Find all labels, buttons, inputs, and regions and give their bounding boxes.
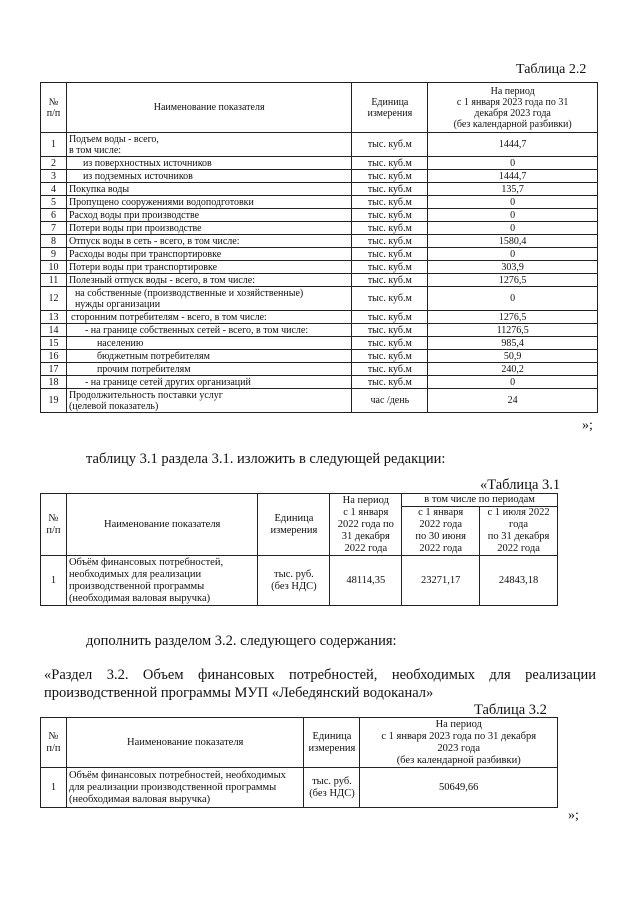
col-name-header: Наименование показателя (66, 83, 351, 133)
table-2-2-end-mark: »; (582, 418, 593, 433)
row-number: 6 (41, 209, 67, 222)
row-unit: тыс. куб.м (352, 209, 428, 222)
table-2-2-caption: Таблица 2.2 (516, 62, 587, 77)
row-unit: тыс. куб.м (352, 287, 428, 311)
table-row (41, 196, 598, 209)
row-value: 24 (428, 389, 598, 413)
row-period1-value: 23271,17 (402, 556, 480, 606)
col-unit-header: Единица измерения (352, 83, 428, 133)
row-value: 1444,7 (428, 170, 598, 183)
section-3-2-heading: «Раздел 3.2. Объем финансовых потребностей, необходимых для реализации производственной программы МУП «Лебедянский водоканал» (44, 667, 596, 701)
row-name: Расход воды при производстве (66, 209, 351, 222)
table-3-1 (40, 493, 558, 606)
row-unit: тыс. куб.м (352, 274, 428, 287)
row-name: - на границе собственных сетей - всего, в том числе: (66, 324, 351, 337)
row-number: 8 (41, 235, 67, 248)
row-value: 11276,5 (428, 324, 598, 337)
row-unit: тыс. куб.м (352, 170, 428, 183)
row-unit: тыс. куб.м (352, 350, 428, 363)
row-value: 0 (428, 376, 598, 389)
row-name: - на границе сетей других организаций (66, 376, 351, 389)
paragraph-section-3-2-intro: дополнить разделом 3.2. следующего содержания: (86, 633, 397, 649)
row-name: Полезный отпуск воды - всего, в том числе: (66, 274, 351, 287)
table-row (41, 133, 598, 157)
row-number: 10 (41, 261, 67, 274)
row-unit: тыс. руб. (без НДС) (304, 768, 360, 808)
row-value: 50,9 (428, 350, 598, 363)
row-value: 985,4 (428, 337, 598, 350)
row-unit: тыс. куб.м (352, 183, 428, 196)
row-number: 11 (41, 274, 67, 287)
row-number: 14 (41, 324, 67, 337)
row-name: Подъем воды - всего, в том числе: (66, 133, 351, 157)
row-name: из подземных источников (66, 170, 351, 183)
row-value: 50649,66 (360, 768, 558, 808)
row-unit: тыс. куб.м (352, 248, 428, 261)
row-name: сторонним потребителям - всего, в том числе: (66, 311, 351, 324)
row-unit: тыс. руб. (без НДС) (258, 556, 330, 606)
table-row (41, 235, 598, 248)
table-row (41, 222, 598, 235)
col-unit-header: Единица измерения (258, 494, 330, 556)
table-row (41, 363, 598, 376)
row-value: 0 (428, 196, 598, 209)
row-name: на собственные (производственные и хозяйственные) нужды организации (66, 287, 351, 311)
row-unit: тыс. куб.м (352, 363, 428, 376)
row-value: 0 (428, 209, 598, 222)
row-name: бюджетным потребителям (66, 350, 351, 363)
row-number: 2 (41, 157, 67, 170)
row-total: 48114,35 (330, 556, 402, 606)
row-number: 1 (41, 133, 67, 157)
col-name-header: Наименование показателя (66, 494, 258, 556)
row-value: 0 (428, 287, 598, 311)
col-period-header: На период с 1 января 2023 года по 31 декабря 2023 года (без календарной разбивки) (360, 718, 558, 768)
table-row (41, 170, 598, 183)
row-value: 240,2 (428, 363, 598, 376)
row-name: Объём финансовых потребностей, необходимых для реализации производственной программы (необходимая валовая выручка) (66, 768, 304, 808)
col-num-header: № п/п (41, 718, 67, 768)
row-number: 4 (41, 183, 67, 196)
col-period-header: На период с 1 января 2023 года по 31 декабря 2023 года (без календарной разбивки) (428, 83, 598, 133)
col-group-header: в том числе по периодам (402, 494, 558, 507)
row-number: 15 (41, 337, 67, 350)
row-unit: тыс. куб.м (352, 133, 428, 157)
row-name: Потери воды при транспортировке (66, 261, 351, 274)
row-name: из поверхностных источников (66, 157, 351, 170)
row-name: Покупка воды (66, 183, 351, 196)
row-number: 1 (41, 556, 67, 606)
row-number: 13 (41, 311, 67, 324)
row-value: 1276,5 (428, 311, 598, 324)
row-value: 135,7 (428, 183, 598, 196)
col-period-header: На период с 1 января 2022 года по 31 декабря 2022 года (330, 494, 402, 556)
col-period2-header: с 1 июля 2022 года по 31 декабря 2022 года (480, 507, 558, 556)
table-3-1-caption: «Таблица 3.1 (480, 477, 561, 493)
row-name: Отпуск воды в сеть - всего, в том числе: (66, 235, 351, 248)
table-row (41, 350, 598, 363)
table-2-2 (40, 82, 598, 413)
row-value: 1276,5 (428, 274, 598, 287)
row-unit: час /день (352, 389, 428, 413)
row-number: 3 (41, 170, 67, 183)
col-period1-header: с 1 января 2022 года по 30 июня 2022 года (402, 507, 480, 556)
col-name-header: Наименование показателя (66, 718, 304, 768)
row-name: Пропущено сооружениями водоподготовки (66, 196, 351, 209)
row-number: 5 (41, 196, 67, 209)
table-row (41, 209, 598, 222)
col-unit-header: Единица измерения (304, 718, 360, 768)
row-unit: тыс. куб.м (352, 337, 428, 350)
table-3-2-caption: Таблица 3.2 (474, 702, 547, 718)
table-row (41, 376, 598, 389)
row-name: Объём финансовых потребностей, необходимых для реализации производственной программы (необходимая валовая выручка) (66, 556, 258, 606)
row-number: 19 (41, 389, 67, 413)
row-number: 9 (41, 248, 67, 261)
row-number: 17 (41, 363, 67, 376)
row-unit: тыс. куб.м (352, 157, 428, 170)
row-unit: тыс. куб.м (352, 222, 428, 235)
paragraph-table-3-1-intro: таблицу 3.1 раздела 3.1. изложить в следующей редакции: (86, 451, 446, 467)
table-row (41, 274, 598, 287)
row-unit: тыс. куб.м (352, 376, 428, 389)
table-row (41, 389, 598, 413)
row-number: 1 (41, 768, 67, 808)
table-row (41, 311, 598, 324)
row-value: 1580,4 (428, 235, 598, 248)
table-row (41, 157, 598, 170)
row-unit: тыс. куб.м (352, 196, 428, 209)
row-unit: тыс. куб.м (352, 261, 428, 274)
row-unit: тыс. куб.м (352, 311, 428, 324)
row-name: Потери воды при производстве (66, 222, 351, 235)
table-row (41, 324, 598, 337)
row-name: Продолжительность поставки услуг (целевой показатель) (66, 389, 351, 413)
col-num-header: № п/п (41, 494, 67, 556)
table-row (41, 183, 598, 196)
row-value: 0 (428, 157, 598, 170)
row-name: населению (66, 337, 351, 350)
table-row (41, 337, 598, 350)
row-unit: тыс. куб.м (352, 235, 428, 248)
row-period2-value: 24843,18 (480, 556, 558, 606)
row-number: 12 (41, 287, 67, 311)
table-2-2-body (41, 133, 598, 413)
col-num-header: № п/п (41, 83, 67, 133)
table-3-2 (40, 717, 558, 808)
row-value: 0 (428, 248, 598, 261)
row-name: прочим потребителям (66, 363, 351, 376)
row-unit: тыс. куб.м (352, 324, 428, 337)
table-row (41, 287, 598, 311)
row-name: Расходы воды при транспортировке (66, 248, 351, 261)
row-value: 303,9 (428, 261, 598, 274)
row-number: 7 (41, 222, 67, 235)
row-number: 16 (41, 350, 67, 363)
table-3-2-end-mark: »; (568, 808, 579, 823)
row-value: 0 (428, 222, 598, 235)
row-number: 18 (41, 376, 67, 389)
row-value: 1444,7 (428, 133, 598, 157)
table-row (41, 261, 598, 274)
table-row (41, 248, 598, 261)
